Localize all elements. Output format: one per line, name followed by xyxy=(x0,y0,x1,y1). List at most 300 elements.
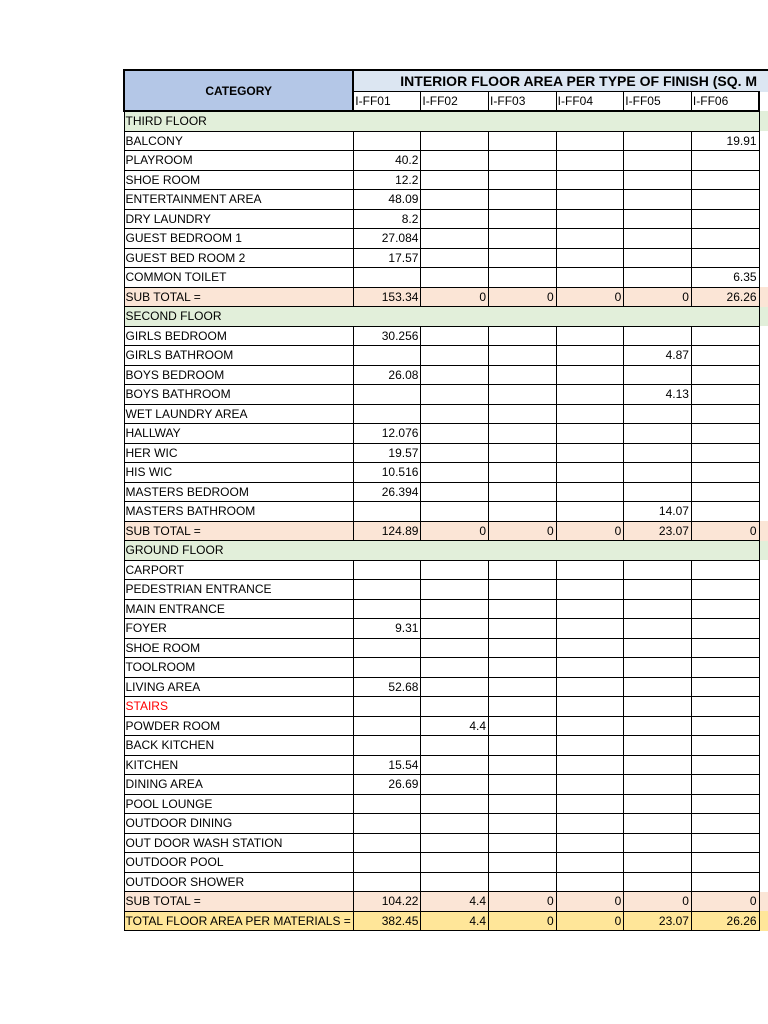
value-cell xyxy=(353,560,421,580)
grand-total-label: TOTAL FLOOR AREA PER MATERIALS = xyxy=(124,911,353,931)
table-row xyxy=(124,794,768,814)
value-cell: 19.91 xyxy=(691,131,759,151)
row-spacer xyxy=(759,521,768,541)
value-cell xyxy=(556,736,624,756)
value-cell: 4.4 xyxy=(421,911,489,931)
value-cell xyxy=(421,619,489,639)
value-cell xyxy=(489,697,557,717)
section-band-extension xyxy=(759,111,768,131)
row-spacer xyxy=(759,502,768,522)
value-cell xyxy=(421,424,489,444)
room-label: PLAYROOM xyxy=(124,151,353,171)
value-cell xyxy=(489,560,557,580)
value-cell xyxy=(489,872,557,892)
value-cell: 0 xyxy=(421,521,489,541)
value-cell xyxy=(556,385,624,405)
value-cell xyxy=(421,677,489,697)
value-cell xyxy=(624,560,692,580)
value-cell xyxy=(624,424,692,444)
section-title: GROUND FLOOR xyxy=(124,541,759,561)
room-label: CARPORT xyxy=(124,560,353,580)
value-cell: 4.13 xyxy=(624,385,692,405)
value-cell: 40.2 xyxy=(353,151,421,171)
row-spacer xyxy=(759,170,768,190)
value-cell xyxy=(556,560,624,580)
value-cell: 23.07 xyxy=(624,521,692,541)
value-cell xyxy=(624,463,692,483)
room-label: SHOE ROOM xyxy=(124,638,353,658)
value-cell xyxy=(489,677,557,697)
grand-total-row xyxy=(124,911,768,931)
value-cell xyxy=(691,229,759,249)
value-cell: 0 xyxy=(489,892,557,912)
table-row xyxy=(124,346,768,366)
row-spacer xyxy=(759,326,768,346)
section-header-row xyxy=(124,541,768,561)
value-cell xyxy=(691,404,759,424)
value-cell xyxy=(624,716,692,736)
row-spacer xyxy=(759,190,768,210)
finish-code-header: I-FF05 xyxy=(624,92,692,112)
value-cell xyxy=(489,151,557,171)
section-title: THIRD FLOOR xyxy=(124,111,759,131)
room-label: FOYER xyxy=(124,619,353,639)
value-cell: 0 xyxy=(421,287,489,307)
value-cell xyxy=(556,872,624,892)
row-spacer xyxy=(759,268,768,288)
value-cell xyxy=(624,599,692,619)
table-row xyxy=(124,229,768,249)
value-cell xyxy=(489,131,557,151)
table-row xyxy=(124,775,768,795)
value-cell: 0 xyxy=(624,287,692,307)
value-cell xyxy=(353,131,421,151)
value-cell: 12.076 xyxy=(353,424,421,444)
room-label: WET LAUNDRY AREA xyxy=(124,404,353,424)
table-row xyxy=(124,833,768,853)
value-cell: 17.57 xyxy=(353,248,421,268)
value-cell xyxy=(489,229,557,249)
value-cell xyxy=(624,638,692,658)
value-cell xyxy=(489,404,557,424)
value-cell xyxy=(556,697,624,717)
value-cell xyxy=(421,170,489,190)
value-cell xyxy=(556,209,624,229)
value-cell xyxy=(489,385,557,405)
value-cell xyxy=(489,346,557,366)
finish-area-table xyxy=(123,69,768,931)
value-cell xyxy=(556,755,624,775)
value-cell xyxy=(489,209,557,229)
value-cell xyxy=(691,385,759,405)
row-spacer xyxy=(759,833,768,853)
value-cell xyxy=(489,775,557,795)
table-row xyxy=(124,170,768,190)
value-cell xyxy=(624,131,692,151)
value-cell xyxy=(691,833,759,853)
value-cell xyxy=(556,346,624,366)
table-row xyxy=(124,560,768,580)
value-cell xyxy=(421,599,489,619)
value-cell xyxy=(353,599,421,619)
value-cell xyxy=(624,151,692,171)
value-cell xyxy=(421,736,489,756)
value-cell xyxy=(624,443,692,463)
value-cell xyxy=(691,697,759,717)
value-cell xyxy=(489,482,557,502)
value-cell xyxy=(556,268,624,288)
value-cell xyxy=(353,716,421,736)
row-spacer xyxy=(759,658,768,678)
row-spacer xyxy=(759,424,768,444)
value-cell xyxy=(353,794,421,814)
value-cell xyxy=(556,170,624,190)
row-spacer xyxy=(759,619,768,639)
value-cell: 104.22 xyxy=(353,892,421,912)
row-spacer xyxy=(759,755,768,775)
value-cell xyxy=(556,190,624,210)
value-cell xyxy=(489,190,557,210)
value-cell xyxy=(353,853,421,873)
finish-code-header: I-FF04 xyxy=(556,92,624,112)
table-row xyxy=(124,443,768,463)
value-cell xyxy=(353,346,421,366)
value-cell xyxy=(556,853,624,873)
value-cell xyxy=(421,268,489,288)
value-cell xyxy=(691,716,759,736)
value-cell: 382.45 xyxy=(353,911,421,931)
value-cell xyxy=(691,326,759,346)
row-spacer xyxy=(759,580,768,600)
value-cell xyxy=(691,755,759,775)
section-band-extension xyxy=(759,541,768,561)
table-row xyxy=(124,658,768,678)
value-cell xyxy=(624,209,692,229)
value-cell xyxy=(691,638,759,658)
value-cell xyxy=(421,443,489,463)
value-cell xyxy=(624,755,692,775)
value-cell xyxy=(556,248,624,268)
value-cell xyxy=(421,151,489,171)
row-spacer xyxy=(759,248,768,268)
row-spacer xyxy=(759,560,768,580)
room-label: BOYS BATHROOM xyxy=(124,385,353,405)
row-spacer xyxy=(759,365,768,385)
row-spacer xyxy=(759,794,768,814)
value-cell xyxy=(421,638,489,658)
value-cell xyxy=(556,580,624,600)
value-cell xyxy=(624,326,692,346)
table-row xyxy=(124,326,768,346)
value-cell xyxy=(421,248,489,268)
value-cell: 26.26 xyxy=(691,287,759,307)
room-label: GUEST BED ROOM 2 xyxy=(124,248,353,268)
value-cell xyxy=(556,833,624,853)
value-cell xyxy=(489,736,557,756)
value-cell xyxy=(556,814,624,834)
table-row xyxy=(124,482,768,502)
room-label: BALCONY xyxy=(124,131,353,151)
row-spacer xyxy=(759,716,768,736)
value-cell xyxy=(691,443,759,463)
value-cell xyxy=(556,404,624,424)
value-cell: 0 xyxy=(556,287,624,307)
value-cell xyxy=(421,814,489,834)
value-cell xyxy=(691,853,759,873)
table-row xyxy=(124,190,768,210)
value-cell: 0 xyxy=(556,521,624,541)
value-cell xyxy=(353,736,421,756)
table-row xyxy=(124,365,768,385)
value-cell xyxy=(421,794,489,814)
value-cell xyxy=(421,697,489,717)
section-header-row xyxy=(124,111,768,131)
value-cell xyxy=(556,151,624,171)
room-label: OUT DOOR WASH STATION xyxy=(124,833,353,853)
value-cell: 26.394 xyxy=(353,482,421,502)
value-cell xyxy=(489,580,557,600)
subtotal-row xyxy=(124,287,768,307)
value-cell xyxy=(691,248,759,268)
value-cell xyxy=(624,248,692,268)
value-cell xyxy=(624,658,692,678)
table-row xyxy=(124,872,768,892)
value-cell xyxy=(691,814,759,834)
row-spacer xyxy=(759,131,768,151)
table-row xyxy=(124,463,768,483)
value-cell xyxy=(691,424,759,444)
table-row xyxy=(124,385,768,405)
value-cell xyxy=(556,443,624,463)
table-row xyxy=(124,151,768,171)
table-row xyxy=(124,209,768,229)
value-cell: 12.2 xyxy=(353,170,421,190)
table-row xyxy=(124,755,768,775)
table-row xyxy=(124,736,768,756)
value-cell xyxy=(489,502,557,522)
value-cell: 0 xyxy=(691,521,759,541)
value-cell xyxy=(421,580,489,600)
value-cell xyxy=(489,424,557,444)
value-cell: 0 xyxy=(489,287,557,307)
value-cell xyxy=(556,424,624,444)
value-cell: 124.89 xyxy=(353,521,421,541)
room-label: HALLWAY xyxy=(124,424,353,444)
subtotal-label: SUB TOTAL = xyxy=(124,287,353,307)
value-cell xyxy=(421,658,489,678)
table-row xyxy=(124,619,768,639)
row-spacer xyxy=(759,814,768,834)
room-label: BOYS BEDROOM xyxy=(124,365,353,385)
value-cell xyxy=(691,619,759,639)
row-spacer xyxy=(759,287,768,307)
subtotal-row xyxy=(124,521,768,541)
value-cell xyxy=(691,209,759,229)
row-spacer xyxy=(759,599,768,619)
finish-code-header: I-FF02 xyxy=(421,92,489,112)
row-spacer xyxy=(759,872,768,892)
table-row xyxy=(124,248,768,268)
value-cell xyxy=(353,385,421,405)
value-cell xyxy=(691,599,759,619)
value-cell xyxy=(624,404,692,424)
value-cell xyxy=(353,697,421,717)
value-cell xyxy=(556,482,624,502)
value-cell: 30.256 xyxy=(353,326,421,346)
table-row xyxy=(124,424,768,444)
value-cell xyxy=(556,131,624,151)
row-spacer xyxy=(759,892,768,912)
room-label: STAIRS xyxy=(124,697,353,717)
value-cell xyxy=(556,638,624,658)
value-cell xyxy=(556,716,624,736)
room-label: HIS WIC xyxy=(124,463,353,483)
row-spacer xyxy=(759,697,768,717)
value-cell xyxy=(624,229,692,249)
table-row xyxy=(124,599,768,619)
category-header: CATEGORY xyxy=(124,70,353,111)
table-row xyxy=(124,697,768,717)
value-cell xyxy=(489,463,557,483)
value-cell xyxy=(421,560,489,580)
section-band-extension xyxy=(759,307,768,327)
table-row xyxy=(124,638,768,658)
value-cell xyxy=(624,872,692,892)
value-cell xyxy=(489,794,557,814)
value-cell xyxy=(489,248,557,268)
value-cell xyxy=(691,190,759,210)
value-cell xyxy=(421,404,489,424)
value-cell: 0 xyxy=(556,911,624,931)
value-cell xyxy=(624,170,692,190)
value-cell xyxy=(353,268,421,288)
value-cell xyxy=(353,638,421,658)
value-cell xyxy=(421,872,489,892)
row-spacer xyxy=(759,385,768,405)
value-cell xyxy=(624,736,692,756)
room-label: HER WIC xyxy=(124,443,353,463)
value-cell xyxy=(353,502,421,522)
value-cell xyxy=(691,580,759,600)
row-spacer xyxy=(759,151,768,171)
room-label: MASTERS BEDROOM xyxy=(124,482,353,502)
value-cell xyxy=(624,482,692,502)
value-cell xyxy=(489,268,557,288)
value-cell: 4.4 xyxy=(421,716,489,736)
room-label: MAIN ENTRANCE xyxy=(124,599,353,619)
room-label: KITCHEN xyxy=(124,755,353,775)
value-cell xyxy=(691,794,759,814)
room-label: POWDER ROOM xyxy=(124,716,353,736)
value-cell xyxy=(691,170,759,190)
table-row xyxy=(124,814,768,834)
value-cell xyxy=(489,814,557,834)
value-cell xyxy=(421,365,489,385)
value-cell xyxy=(556,677,624,697)
value-cell xyxy=(691,560,759,580)
row-spacer xyxy=(759,346,768,366)
value-cell xyxy=(421,482,489,502)
value-cell xyxy=(624,697,692,717)
value-cell xyxy=(421,229,489,249)
value-cell xyxy=(421,775,489,795)
value-cell: 0 xyxy=(489,521,557,541)
value-cell: 9.31 xyxy=(353,619,421,639)
row-spacer xyxy=(759,911,768,931)
value-cell xyxy=(489,443,557,463)
row-spacer xyxy=(759,853,768,873)
value-cell: 19.57 xyxy=(353,443,421,463)
row-spacer xyxy=(759,638,768,658)
value-cell xyxy=(421,463,489,483)
room-label: POOL LOUNGE xyxy=(124,794,353,814)
value-cell xyxy=(556,658,624,678)
value-cell: 26.08 xyxy=(353,365,421,385)
value-cell xyxy=(556,326,624,346)
title-row xyxy=(124,70,768,92)
value-cell xyxy=(421,190,489,210)
section-header-row xyxy=(124,307,768,327)
row-spacer xyxy=(759,229,768,249)
subtotal-label: SUB TOTAL = xyxy=(124,892,353,912)
value-cell: 26.26 xyxy=(691,911,759,931)
value-cell xyxy=(421,833,489,853)
table-row xyxy=(124,853,768,873)
section-title: SECOND FLOOR xyxy=(124,307,759,327)
row-spacer xyxy=(759,775,768,795)
value-cell xyxy=(624,853,692,873)
table-row xyxy=(124,268,768,288)
value-cell xyxy=(691,365,759,385)
table-title: INTERIOR FLOOR AREA PER TYPE OF FINISH (SQ. M xyxy=(353,70,759,92)
room-label: DRY LAUNDRY xyxy=(124,209,353,229)
room-label: PEDESTRIAN ENTRANCE xyxy=(124,580,353,600)
value-cell xyxy=(489,658,557,678)
value-cell xyxy=(624,365,692,385)
value-cell xyxy=(421,131,489,151)
value-cell: 15.54 xyxy=(353,755,421,775)
value-cell xyxy=(556,794,624,814)
room-label: OUTDOOR DINING xyxy=(124,814,353,834)
value-cell xyxy=(353,833,421,853)
value-cell xyxy=(624,677,692,697)
table-body xyxy=(124,111,768,931)
room-label: GIRLS BEDROOM xyxy=(124,326,353,346)
value-cell xyxy=(691,482,759,502)
value-cell xyxy=(421,385,489,405)
value-cell xyxy=(489,716,557,736)
value-cell: 23.07 xyxy=(624,911,692,931)
value-cell: 0 xyxy=(691,892,759,912)
value-cell xyxy=(691,502,759,522)
value-cell xyxy=(624,190,692,210)
value-cell xyxy=(624,833,692,853)
row-spacer xyxy=(759,209,768,229)
value-cell: 52.68 xyxy=(353,677,421,697)
value-cell xyxy=(556,619,624,639)
value-cell: 4.87 xyxy=(624,346,692,366)
value-cell xyxy=(691,677,759,697)
value-cell xyxy=(556,365,624,385)
value-cell: 0 xyxy=(489,911,557,931)
value-cell xyxy=(624,775,692,795)
value-cell xyxy=(489,638,557,658)
table-row xyxy=(124,131,768,151)
value-cell xyxy=(556,775,624,795)
value-cell xyxy=(421,755,489,775)
value-cell xyxy=(421,853,489,873)
value-cell: 10.516 xyxy=(353,463,421,483)
